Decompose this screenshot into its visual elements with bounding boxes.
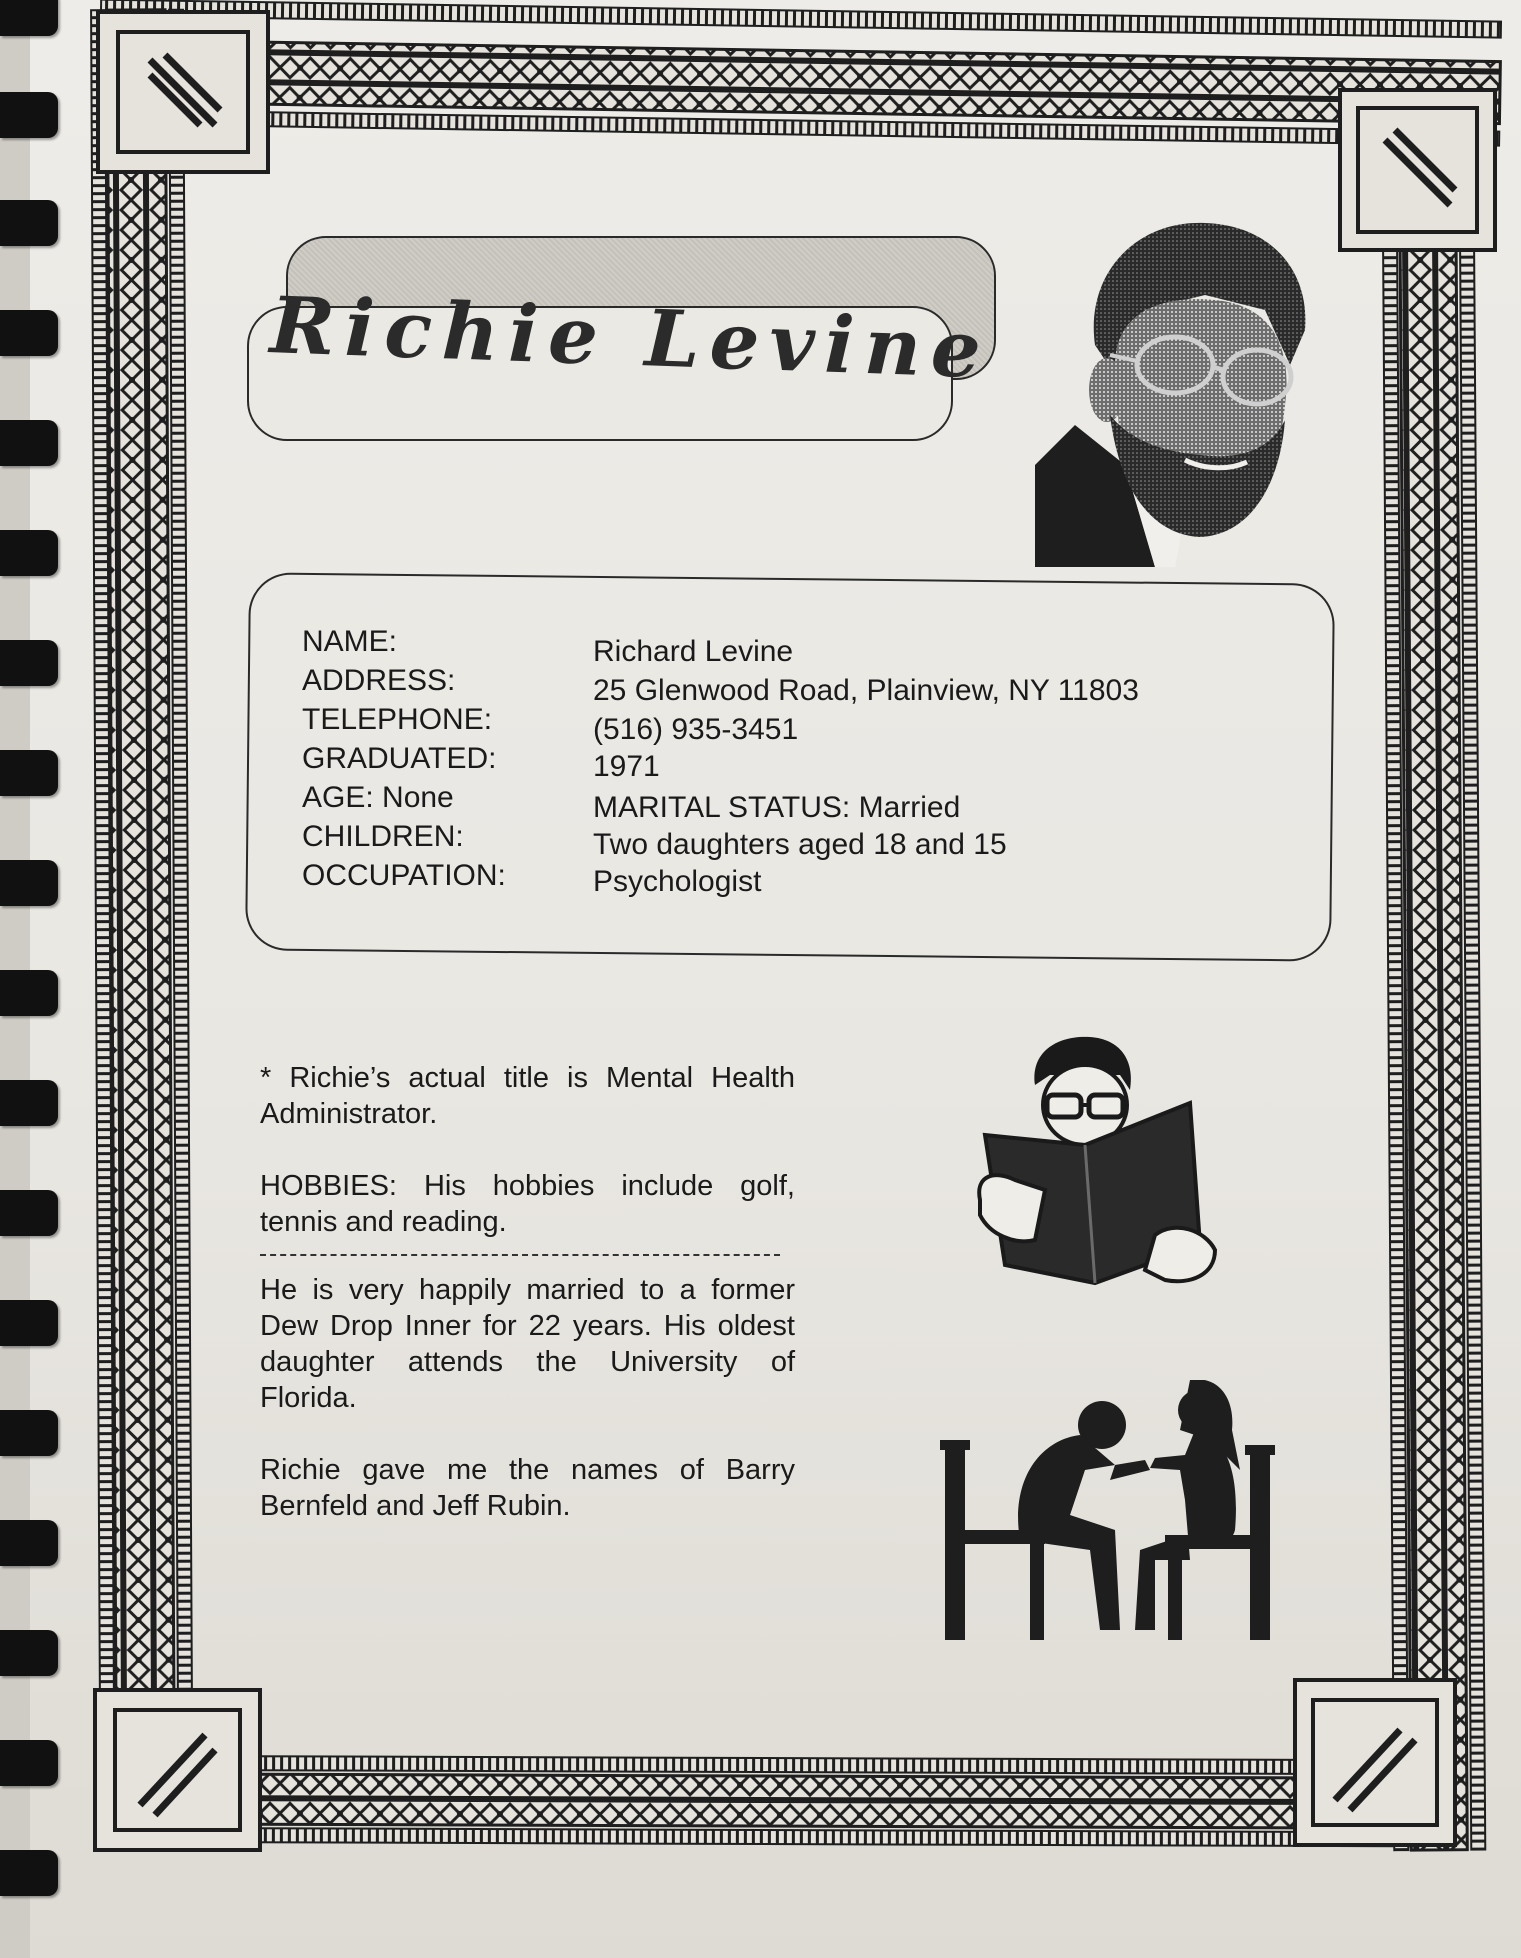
info-label-occupation: OCCUPATION: [302, 859, 506, 892]
info-value-address: 25 Glenwood Road, Plainview, NY 11803 [593, 674, 1139, 707]
dashed-divider [260, 1254, 780, 1256]
info-label-age: AGE: None [302, 781, 454, 814]
profile-name-title: Richie Levine [268, 280, 993, 397]
info-value-marital-status: MARITAL STATUS: Married [593, 791, 961, 824]
info-value-graduated: 1971 [593, 750, 660, 783]
info-value-name: Richard Levine [593, 635, 794, 668]
hobbies-note: HOBBIES: His hobbies include golf, tennis and reading. [260, 1170, 795, 1238]
info-value-telephone: (516) 935-3451 [593, 713, 799, 746]
info-value-children: Two daughters aged 18 and 15 [593, 828, 1007, 861]
reader-clipart [975, 1035, 1220, 1297]
title-note: * Richie’s actual title is Mental Health Administrator. [260, 1062, 795, 1130]
couple-silhouette [940, 1380, 1275, 1645]
info-value-occupation: Psychologist [593, 865, 762, 898]
info-label-graduated: GRADUATED: [302, 742, 497, 775]
info-label-telephone: TELEPHONE: [302, 703, 493, 736]
info-label-name: NAME: [302, 625, 398, 658]
portrait-image [1035, 215, 1325, 567]
info-label-address: ADDRESS: [302, 664, 456, 697]
notes-section [260, 1060, 795, 1560]
info-label-children: CHILDREN: [302, 820, 464, 853]
marriage-note: He is very happily married to a former Dew Drop Inner for 22 years. His oldest daughter attends the University of Florida. [260, 1274, 795, 1414]
referrals-note: Richie gave me the names of Barry Bernfeld and Jeff Rubin. [260, 1454, 795, 1522]
